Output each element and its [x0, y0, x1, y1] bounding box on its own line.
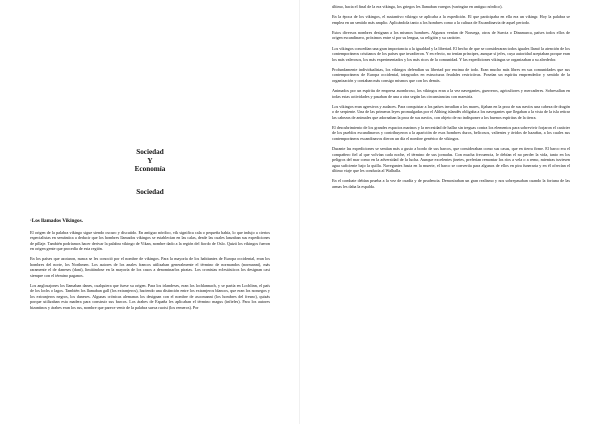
paragraph: Estos diversos nombres designan a los mismos hombres. Algunos venían de Noruega, otros de Suecia o Dinamarca, países todos ellos de origen escandinavo, próximos entre sí por su lengua, su religión y su carácter. — [332, 29, 570, 41]
chapter-title-line: Y — [147, 156, 153, 165]
section-heading: ·Los llamados Vikingos. — [30, 217, 83, 224]
paragraph: El origen de la palabra vikingo sigue siendo oscuro y discutido. En antiguo nórdico, vík significa cala o pequeña bahía, lo que indujo a ciertos especialistas en semántica a deducir que los hombres llamados vikingos se establecían en las calas, desde las cuales lanzaban sus expediciones de pillaje. También podríamos hacer derivar la palabra vikingo de Vikan, nombre dado a la región del fiordo de Oslo. Quizá los vikingos fueron en origen gente que procedía de esta región. — [30, 229, 270, 252]
paragraph: Los vikingos concedían una gran importancia a la igualdad y la libertad. El hecho de que se consideraran todos iguales llamó la atención de los contemporáneos cristianos de los países que invadieron. Y en efecto, no tenían príncipes, aunque sí jefes, cuya autoridad aceptaban porque eran los más valerosos, los más experimentados y los más ricos de la comunidad. Y las expediciones vikingas se organizaban a su alrededor. — [332, 45, 570, 62]
right-page — [300, 0, 600, 424]
paragraph: Animados por un espíritu de empresa asombroso, los vikingos eran a la vez navegantes, guerreros, agricultores y mercaderes. Sobresalían en todas estas actividades y pasaban de una a otra según las circunstancias con maestría. — [332, 87, 570, 99]
paragraph: Durante las expediciones se sentían más a gusto a bordo de sus barcos, que consideraban como sus casas, que en tierra firme. El barco era el compañero fiel al que volvían cada noche, el término de sus jornadas. Con mucha frecuencia, le debían el no perder la vida, tanto en los peligros del mar como en la adversidad de la lucha. Aunque excelentes jinetes, preferían remontar los ríos a vela o a remo, mientras tuviesen agua suficiente bajo la quilla. Navegantes hasta en la muerte, el barco se convertía para algunos de ellos en pira funeraria y en él ofrecían el último viaje que les conducía al Walhalla. — [332, 146, 570, 174]
chapter-title-line: Sociedad — [136, 148, 164, 156]
chapter-subtitle: Sociedad — [136, 187, 164, 196]
paragraph: El descubrimiento de los grandes espacios marinos y la necesidad de hallar sin treguas contra los elementos para sobrevivir forjaron el carácter de los pueblos escandinavos y contribuyeron a la aparición de esos hombres duros, belicosos, valientes y ávidos de hazañas, a los cuales sus contemporáneos escandinavos dieron un día el nombre genérico de vikingos. — [332, 124, 570, 141]
paragraph: En la época de los vikingos, el sustantivo vikingo se aplicaba a la expedición. El que participaba en ella era un vikingr. Hoy la palabra se emplea en un sentido más amplio. Aplicándola tanto a los hombres como a la cultura de Escandinavia de aquel periodo. — [332, 14, 570, 25]
paragraph: Los anglosajones los llamaban danes, cualquiera que fuese su origen. Para los irlandeses, eran los lochlannach, y se partía en Lochlinn, el país de los lochs o lagos. También los llamaban gall (los extranjeros), haciendo una distinción entre los extranjeros blancos, que eran los noruegos y los extranjeros negros, los daneses. Algunas crónicas alemanas los designan con el nombre de ascomanni (los hombres del fresno), quizás porque utilizaban esta madera para construir sus barcos. Los árabes de España les aplicaban el término magus (infieles). Para los autores bizantinos y árabes eran los rus, nombre que parece venir de la palabra sueca ruotsi (los remeros). Por — [30, 282, 270, 310]
paragraph: Los vikingos eran agresivos y audaces. Para conquistar a los países invadían a los mares, fijaban en la proa de sus navíos una cabeza de dragón o de serpiente. Una de las primeras leyes promulgadas por el Althing islandés obligaba a los navegantes que llegaban a la vista de la isla retirar las cabezas de animales que adornaban la proa de sus navíos, con objeto de no indisponer a los buenos espíritus de la tierra. — [332, 103, 570, 120]
chapter-title-line: Economía — [134, 165, 166, 174]
paragraph: En el combate debían prueba a la vez de osadía y de prudencia. Demostraban un gran realismo y nos sobrepasaban cuando la fortuna de las armas les daba la espalda. — [332, 178, 570, 190]
paragraph: En los países que azotaron, nunca se les conoció por el nombre de vikingos. Para la mayoría de los habitantes de Europa occidental, eran los hombres del norte, los Northmen. Los autores de los anales francos utilizaban generalmente el término de normandos (normanni), más raramente el de daneses (dani), limitándose en la mayoría de los casos a denominarlos piratas. Los cronistas eclesiásticos los designan casi siempre con el término paganos. — [30, 256, 270, 278]
paragraph: último, hacia el final de la era vikinga, los griegos les llamaban varegos (varingiar en antiguo nórdico). — [332, 4, 503, 9]
chapter-title — [30, 148, 270, 174]
paragraph: Profundamente individualistas, los vikingos defendían su libertad por encima de todo. Eran mucho más libres en sus comunidades que sus contemporáneos de Europa occidental, integrados en estructuras feudales restrictivas. Poseían un espíritu emprendedor y sentido de la organización y contaban más consigo mismos que con los demás. — [332, 66, 570, 83]
